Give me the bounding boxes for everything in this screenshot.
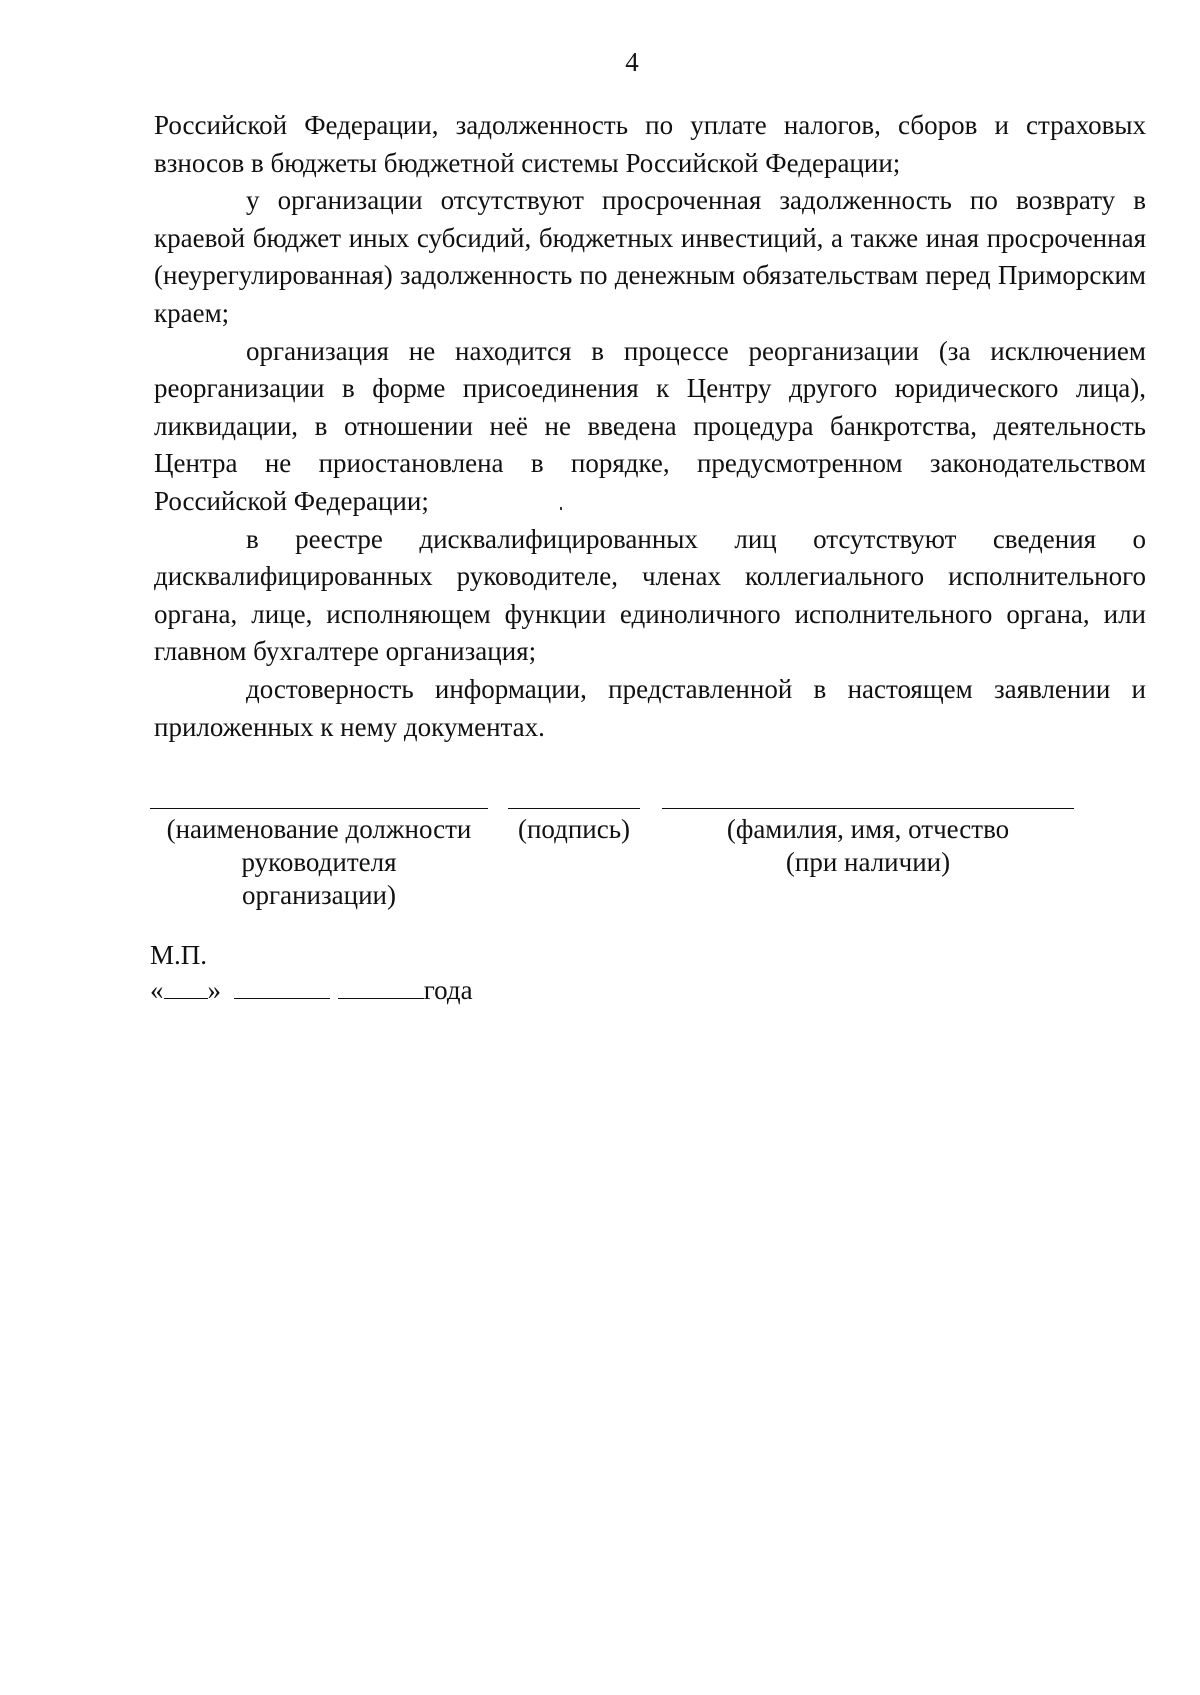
date-year-blank	[338, 976, 424, 999]
date-month-blank	[234, 976, 330, 999]
stamp-label: М.П.	[150, 940, 208, 970]
position-caption: (наименование должности руководителя организации)	[166, 814, 472, 910]
signature-fullname-column	[662, 808, 1074, 879]
signature-caption: (подпись)	[517, 814, 631, 844]
signature-sign-column	[508, 808, 640, 846]
document-body	[154, 107, 1146, 746]
stamp-date-block	[150, 938, 473, 1008]
paragraph-disqualified-persons: в реестре дисквалифицированных лиц отсутствуют сведения о дисквалифицированных руководителе, членах коллегиального исполнительного органа, лице, исполняющем функции единоличного исполнительного органа, или главном бухгалтере организация;	[154, 523, 1146, 667]
fullname-caption: (фамилия, имя, отчество (при наличии)	[726, 814, 1010, 877]
signature-position-column	[150, 808, 488, 912]
date-close-quote: »	[207, 975, 221, 1005]
signature-block	[150, 808, 1150, 918]
date-year-word: года	[423, 975, 473, 1005]
paragraph-reliability: достоверность информации, представленной в настоящем заявлении и приложенных к нему документах.	[154, 673, 1146, 742]
page-number: 4	[625, 47, 639, 77]
scan-speck	[560, 507, 562, 510]
paragraph-reorganization: организация не находится в процессе реорганизации (за исключением реорганизации в форме присоединения к Центру другого юридического лица), ликвидации, в отношении неё не введена процедура банкротства, деятельность Центра не приостановлена в порядке, предусмотренном законодательством Российской Федерации;	[154, 335, 1146, 516]
date-day-blank	[164, 976, 208, 999]
position-signature-line	[150, 808, 488, 809]
paragraph-tax-debt: Российской Федерации, задолженность по уплате налогов, сборов и страховых взносов в бюджеты бюджетной системы Российской Федерации;	[154, 110, 1146, 178]
sign-signature-line	[508, 808, 640, 809]
fullname-signature-line	[662, 808, 1074, 809]
date-row	[150, 973, 473, 1008]
paragraph-overdue-debt: у организации отсутствуют просроченная задолженность по возврату в краевой бюджет иных субсидий, бюджетных инвестиций, а также иная просроченная (неурегулированная) задолженность по денежным обязательствам перед Приморским краем;	[154, 185, 1146, 328]
date-open-quote: «	[150, 975, 164, 1005]
